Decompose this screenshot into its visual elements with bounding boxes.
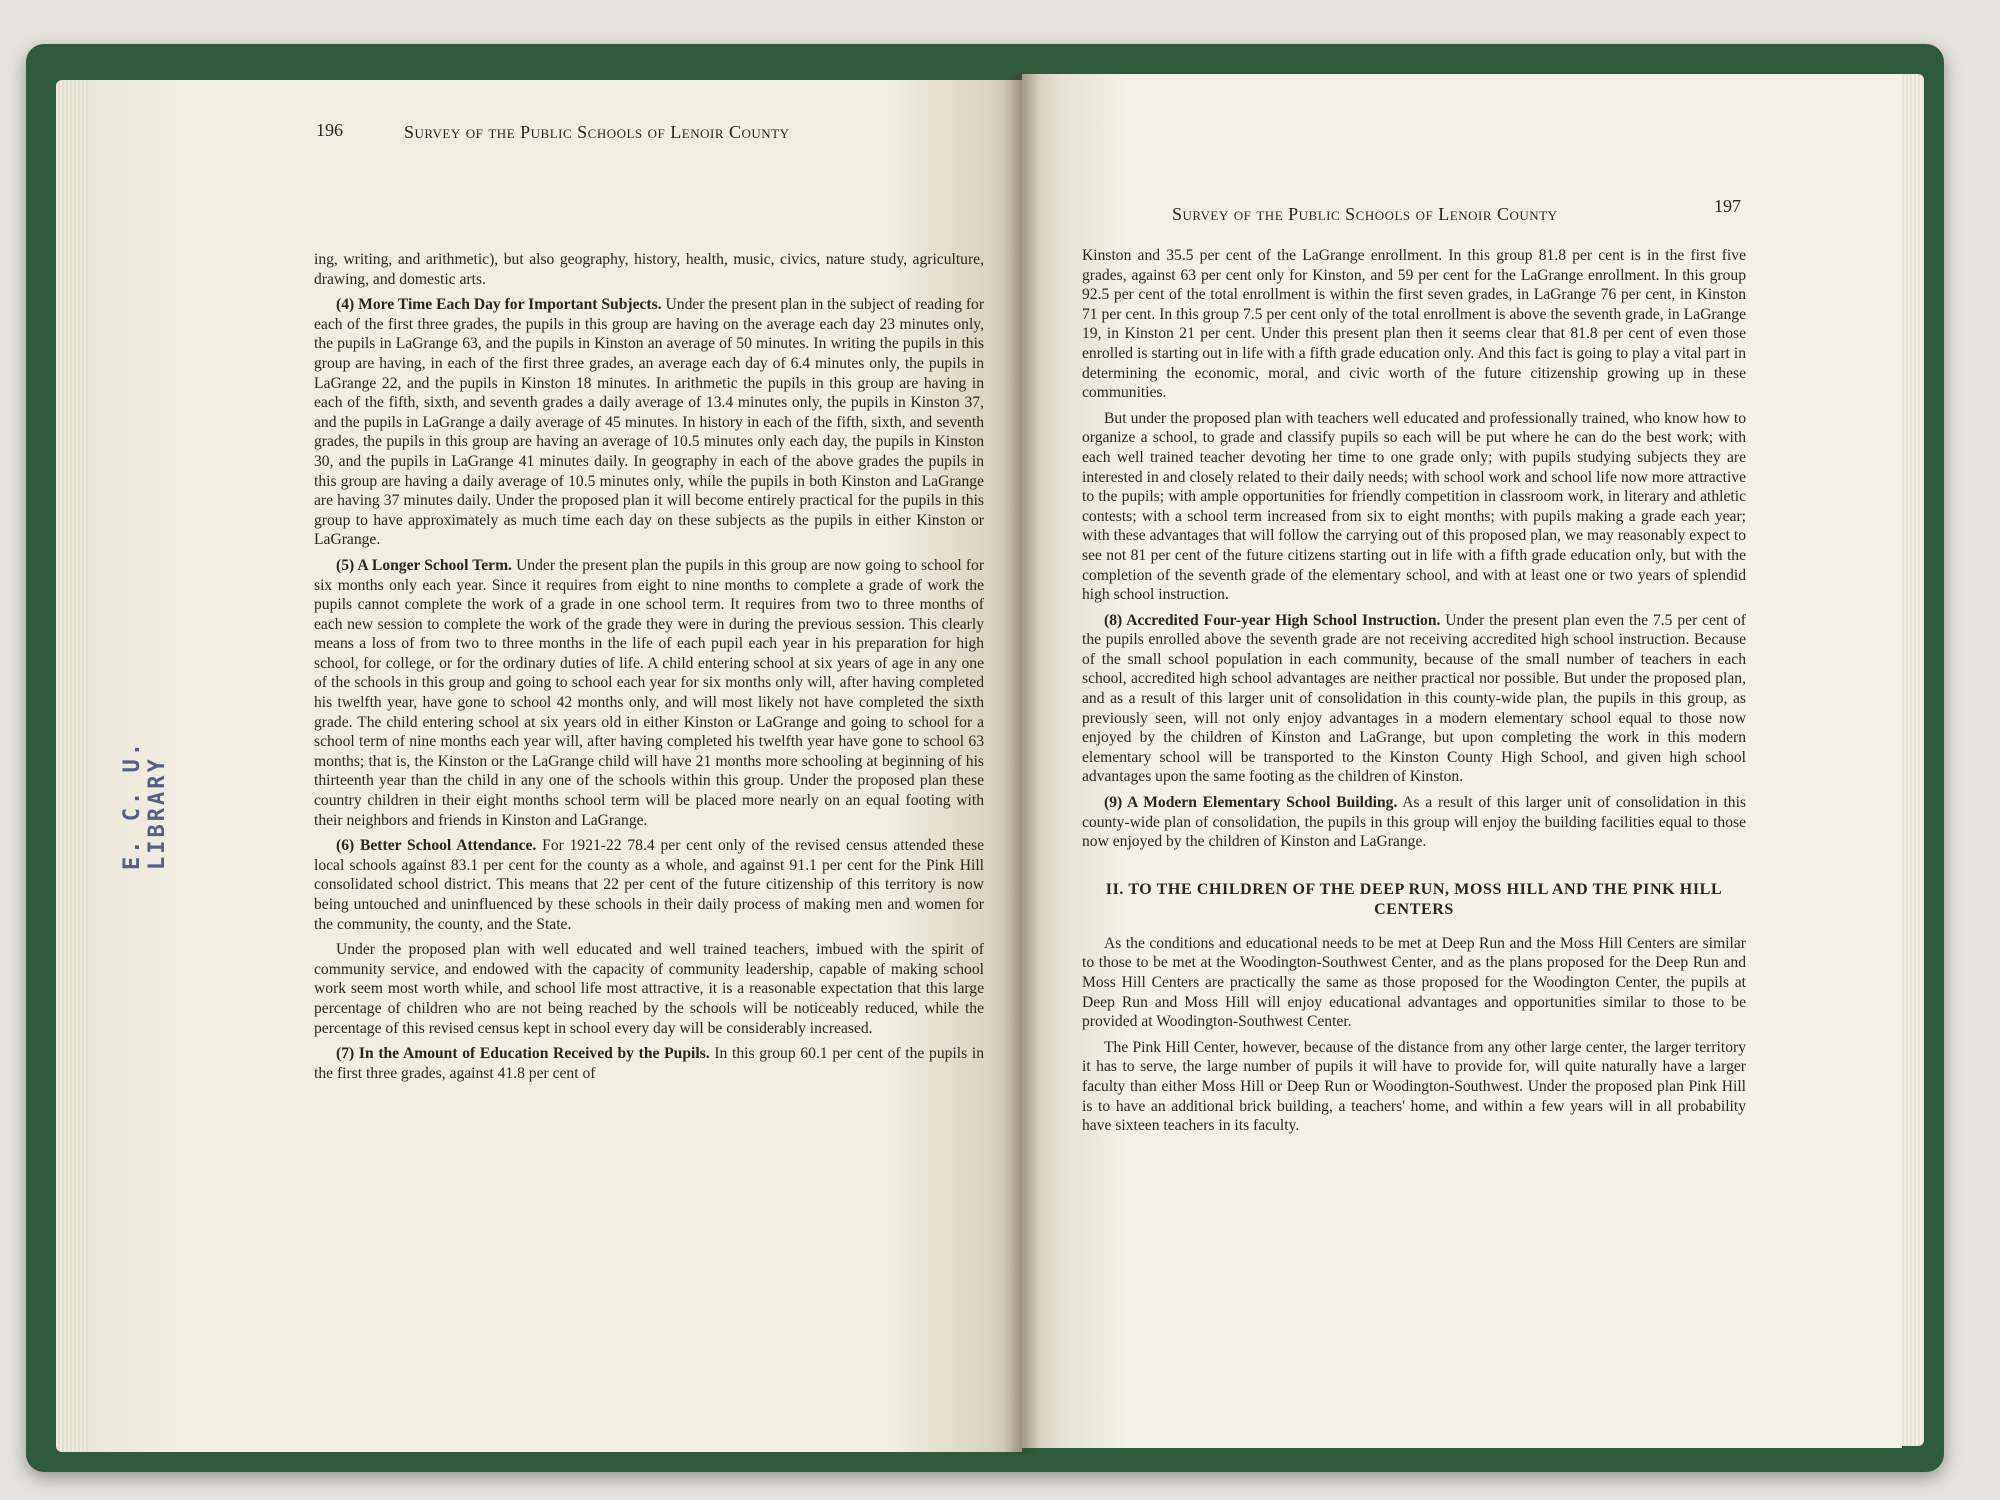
paragraph-8-text: Under the present plan even the 7.5 per cent of the pupils enrolled above the seventh grade are not receiving accredited high school instruction. Because of the small school population in each community, because of the small number of teachers in each school, accredited high school advantages are neither practical nor possible. But under the proposed plan, and as a result of this larger unit of consolidation in this county-wide plan, the pupils in this group, as previously seen, will not only enjoy advantages in a modern elementary school equal to those now enjoyed by the children of Kinston and LaGrange, but upon completing the work in this modern elementary school will be transported to the Kinston County High School, and given high school advantages upon the same footing as the children of Kinston. — [1082, 611, 1746, 786]
paragraph-8 — [1082, 611, 1746, 787]
paragraph-4-text: Under the present plan in the subject of reading for each of the first three grades, the pupils in this group are having on the average each day 23 minutes only, the pupils in LaGrange 63, and the pupils in Kinston an average of 50 minutes. In writing the pupils in this group are having, in each of the first three grades, an average each day of 6.4 minutes only, the pupils in LaGrange 22, and the pupils in Kinston 18 minutes. In arithmetic the pupils in this group are having in each of the fifth, sixth, and seventh grades a daily average of 13.4 minutes only, the pupils in Kinston 37, and the pupils in LaGrange a daily average of 45 minutes. In history in each of the fifth, sixth, and seventh grades, the pupils in this group are having an average of 10.5 minutes only each day, the pupils in Kinston 30, and the pupils in LaGrange 41 minutes daily. In geography in each of the above grades the pupils in this group are having a daily average of 10.5 minutes only, while the pupils in both Kinston and LaGrange are having 37 minutes daily. Under the proposed plan it will become entirely practical for the pupils in this group to have approximately as much time each day on these subjects as the pupils in either Kinston or LaGrange. — [314, 296, 985, 549]
paragraph: As the conditions and educational needs to be met at Deep Run and the Moss Hill Centers are similar to those to be met at the Woodington-Southwest Center, and as the plans proposed for the Deep Run and Moss Hill Centers are practically the same as those proposed for the Woodington Center, the pupils at Deep Run and Moss Hill will enjoy educational advantages and opportunities similar to those to be provided at Woodington-Southwest Center. — [1082, 934, 1746, 1031]
paragraph: The Pink Hill Center, however, because of the distance from any other large center, the larger territory it has to serve, the large number of pupils it will have to provide for, will quite naturally have a larger faculty than either Moss Hill or Deep Run or Woodington-Southwest. Under the proposed plan Pink Hill is to have an additional brick building, a teachers' home, and within a few years will in all probability have sixteen teachers in its faculty. — [1082, 1038, 1746, 1135]
left-running-head: Survey of the Public Schools of Lenoir County — [404, 122, 790, 142]
left-page-text — [314, 250, 984, 1089]
paragraph: Kinston and 35.5 per cent of the LaGrange enrollment. In this group 81.8 per cent is in the first five grades, against 63 per cent only for Kinston, and 59 per cent for the LaGrange enrollment. In this group 92.5 per cent of the total enrollment is within the first seven grades, in LaGrange 76 per cent, in Kinston 71 per cent. In this group 7.5 per cent only of the total enrollment is above the seventh grade, in LaGrange 19, in Kinston 21 per cent. Under this present plan then it seems clear that 81.8 per cent of even those enrolled is starting out in life with a fifth grade education only. And this fact is going to play a vital part in determining the economic, moral, and civic worth of the future citizenship growing up in these communities. — [1082, 247, 1746, 402]
heading-9: (9) A Modern Elementary School Building. — [1104, 794, 1398, 812]
left-page-number: 196 — [316, 120, 343, 140]
heading-6: (6) Better School Attendance. — [336, 837, 537, 855]
paragraph: ing, writing, and arithmetic), but also geography, history, health, music, civics, nature study, agriculture, drawing, and domestic arts. — [314, 251, 984, 288]
paragraph-9 — [1082, 793, 1746, 852]
paragraph-6 — [314, 836, 984, 934]
paragraph-9-text: As a result of this larger unit of consolidation in this county-wide plan of consolidation, the pupils in this group will enjoy the building facilities equal to those now enjoyed by the children of Kinston and LaGrange. — [1082, 794, 1746, 851]
heading-7: (7) In the Amount of Education Received by the Pupils. — [336, 1045, 710, 1063]
heading-4: (4) More Time Each Day for Important Subjects. — [336, 296, 662, 314]
paragraph: But under the proposed plan with teachers well educated and professionally trained, who know how to organize a school, to grade and classify pupils so each will be put where he can do the best work; with each well trained teacher devoting her time to one grade only; with pupils studying subjects they are interested in and closely related to their daily needs; with school work and school life now more attractive to the pupils; with ample opportunities for friendly competition in classroom work, in literary and athletic contests; with a school term increased from six to eight months; with pupils making a grade each year; with these advantages that will follow the carrying out of this proposed plan, we may reasonably expect to see not 81 per cent of the future citizens starting out in life with a fifth grade education only, but with the completion of the seventh grade of the elementary school, and with at least one or two years of splendid high school instruction. — [1082, 409, 1746, 604]
paragraph: Under the proposed plan with well educated and well trained teachers, imbued with the spirit of community service, and endowed with the capacity of community leadership, capable of making school work seem most worth while, and school life most attractive, it is a reasonable expectation that this large percentage of children who are not being reached by the schools will be noticeably reduced, while the percentage of this revised census kept in school every day will be considerably increased. — [314, 941, 984, 1037]
heading-5: (5) A Longer School Term. — [336, 556, 512, 574]
paragraph-6-text: For 1921-22 78.4 per cent only of the revised census attended these local schools against 83.1 per cent for the county as a whole, and against 91.1 per cent for the Pink Hill consolidated school district. This means that 22 per cent of the future citizenship of this territory is now being untouched and uninfluenced by these schools in their daily process of making men and women for the community, the county, and the State. — [314, 837, 985, 933]
section-title: II. TO THE CHILDREN OF THE DEEP RUN, MOSS HILL AND THE PINK HILL CENTERS — [1105, 880, 1723, 918]
spine-gutter — [1004, 74, 1040, 1454]
paragraph-5 — [314, 556, 984, 830]
paragraph-7 — [314, 1044, 984, 1083]
right-running-head: Survey of the Public Schools of Lenoir County — [1172, 204, 1558, 224]
paragraph-7-text: In this group 60.1 per cent of the pupils in the first three grades, against 41.8 per cent of — [314, 1045, 984, 1082]
heading-8: (8) Accredited Four-year High School Instruction. — [1104, 611, 1441, 629]
library-stamp: E. C. U. LIBRARY — [120, 740, 170, 870]
paragraph-4 — [314, 295, 984, 550]
right-page-number: 197 — [1714, 196, 1741, 216]
paragraph-5-text: Under the present plan the pupils in this group are now going to school for six months only each year. Since it requires from eight to nine months to complete a grade of work the pupils cannot complete the work of a grade in one school term. It requires from two to three months of each new session to complete the work of the grade they were in during the previous session. This clearly means a loss of from two to three months in the life of each pupil each year in his preparation for high school, for college, or for the ordinary duties of life. A child entering school at six years of age in any one of the schools in this group and going to school each year for six months only will, after having completed his twelfth year, have gone to school 42 months only, and will most likely not have completed the sixth grade. The child entering school at six years old in either Kinston or LaGrange and going to school for a school term of nine months each year will, after having completed his twelfth year have gone to school 63 months; that is, the Kinston or the LaGrange child will have 21 months more schooling at beginning of his thirteenth year than the child in any one of the schools within this group. Under the proposed plan these country children in their eight months school term will be placed more nearly on an equal footing with their neighbors and friends in Kinston and LaGrange. — [314, 556, 985, 829]
right-page-text — [1082, 246, 1746, 1142]
